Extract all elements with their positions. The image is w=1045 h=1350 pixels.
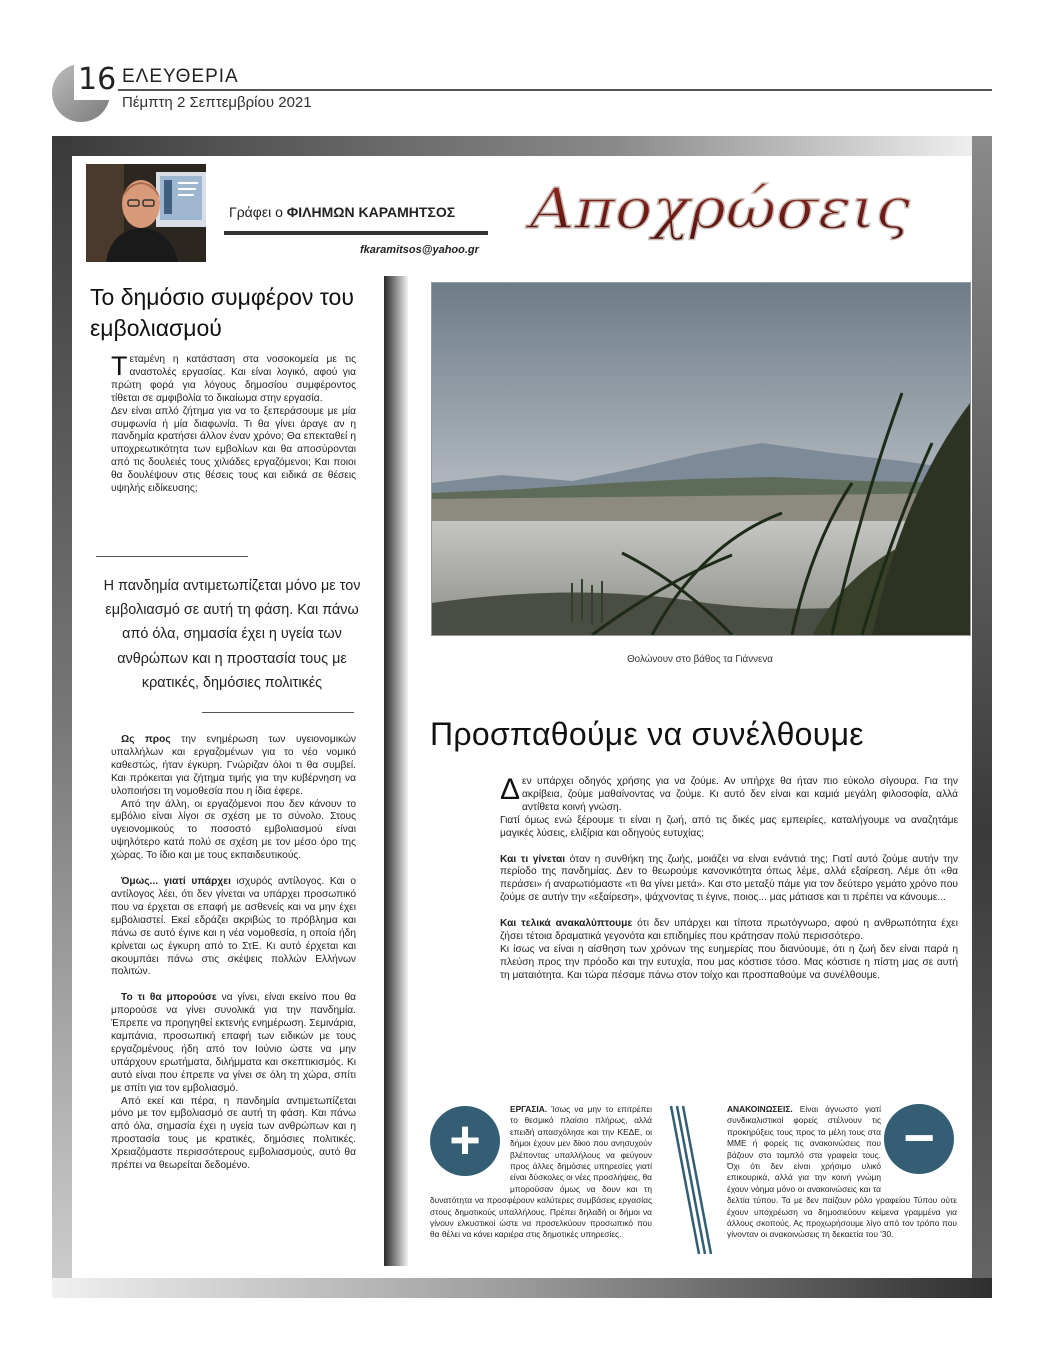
masthead-rule xyxy=(118,89,992,91)
frame-right xyxy=(972,136,992,1298)
author-email: fkaramitsos@yahoo.gr xyxy=(360,244,479,256)
right-dropcap: Δ xyxy=(500,773,521,806)
left-p2: Δεν είναι απλό ζήτημα για να το ξεπεράσουμε με μία συμφωνία ή μία διαφωνία. Τι θα γίνει άραγε αν η πανδημία κρατήσει άλλον έναν χρόνο; Θα επεκταθεί η υποχρεωτικότητα των εμβολίων και θα αποσύρονται από τις δουλειές τους χιλιάδες εργαζόμενοι; Και ποιοι θα δουλέψουν στις θέσεις τους και ειδικά σε θέσεις υψηλής ειδίκευσης; xyxy=(111,405,356,495)
column-logo xyxy=(520,166,920,256)
page-number: 16 xyxy=(78,62,117,97)
frame-bottom xyxy=(52,1278,992,1298)
left-rule-1 xyxy=(96,556,248,557)
lake-photo xyxy=(431,282,971,636)
newspaper-name: ΕΛΕΥΘΕΡΙΑ xyxy=(122,66,239,87)
plus-box-text: ΕΡΓΑΣΙΑ. Ίσως να μην το επιτρέπει το θεσμικό πλαίσιο πλήρως, αλλά επειδή απασχόλησε και την ΚΕΔΕ, οι δήμοι έχουν μεν δίκιο που ανησυχούν βλέποντας υπαλλήλους να φεύγουν προς άλλες δημόσιες υπηρεσίες γιατί είναι δύσκολες οι νέες προσλήψεις, θα μπορούσαν όμως να δουν και τη δυνατότητα να προσφέρουν καλύτερες συμβάσεις εργασίας στους δημοτικούς υπαλλήλους. Πρέπει δηλαδή οι δήμοι να γίνουν ελκυστικοί ώστε να προσελκύουν προσωπικό που θα θέλει να κάνει καριέρα στις δημοτικές υπηρεσίες. xyxy=(430,1104,652,1240)
left-body: Ως προς την ενημέρωση των υγειονομικών υπαλλήλων και εργαζομένων για το νέο νομικό καθεστώς, ήταν έγκυρη. Γνώριζαν όλοι τι θα συμβεί. Και πρόκειται για ζήτημα τιμής για την κυβέρνηση να υλοποιήσει τη νομοθεσία που η ίδια έφερε. Από την άλλη, οι εργαζόμενοι που δεν κάνουν το εμβόλιο είναι λίγοι σε σχέση με το σύνολο. Στους υγειονομικούς το ποσοστό εμβολιασμού είναι υψηλότερο κατά πολύ σε σχέση με τον μέσο όρο της χώρας. Το ίδιο και με τους εκπαιδευτικούς. Όμως... γιατί υπάρχει ισχυρός αντίλογος. Και ο αντίλογος λέει, ότι δεν γίνεται να υπάρχει προσωπικό που να έρχεται σε επαφή με ασθενείς και να μην έχει εμβολιαστεί. Εκεί εδράζει ακριβώς το πρόβλημα και πάνω σε αυτό έγινε και η νέα νομοθεσία, η οποία ήδη κρίνεται ως έγκυρη από το ΣτΕ. Κι αυτό έρχεται και ακουμπάει πάνω στις σκέψεις πολλών Ελλήνων πολιτών. Το τι θα μπορούσε να γίνει, είναι εκείνο που θα μπορούσε να γίνει συνολικά για την πανδημία. Έπρεπε να προηγηθεί εκτενής ενημέρωση. Σεμινάρια, καμπάνια, προσωπική επαφή των ειδικών με τους εργαζομένους ήδη από τον Ιούνιο ώστε να μην υπάρχουν ερωτήματα, διλήμματα και σκεπτικισμός. Κι αυτό είναι που έπρεπε να γίνει σε όλη τη χώρα, σπίτι με σπίτι για τον εμβολιασμό. Από εκεί και πέρα, η πανδημία αντιμετωπίζεται μόνο με τον εμβολιασμό σε αυτή τη φάση. Και πάνω από όλα, σημασία έχει η υγεία των ανθρώπων και η προστασία τους με κρατικές, δημόσιες πολιτικές. Χρειαζόμαστε περισσότερους εμβολιασμούς, αυτό θα πρέπει να θεωρείται δεδομένο. xyxy=(111,734,357,1172)
column-title: Αποχρώσεις xyxy=(524,177,911,242)
left-lead: Τεταμένη η κατάσταση στα νοσοκομεία με τις αναστολές εργασίας. Και είναι λογικό, αφού για πρώτη φορά για λόγους δημοσίου συμφέροντος τίθεται σε αμφιβολία το δικαίωμα στην εργασία. Δεν είναι απλό ζήτημα για να το ξεπεράσουμε με μία συμφωνία ή μία διαφωνία. Τι θα γίνει άραγε αν η πανδημία κρατήσει άλλον έναν χρόνο; Θα επεκταθεί η υποχρεωτικότητα των εμβολίων και θα αποσύρονται από τις δουλειές τους χιλιάδες εργαζόμενοι; Και ποιοι θα δουλέψουν στις θέσεις τους και ειδικά σε θέσεις υψηλής ειδίκευσης; xyxy=(111,351,356,495)
left-headline: Το δημόσιο συμφέρον του εμβολιασμού xyxy=(90,284,354,341)
minus-icon: − xyxy=(884,1104,954,1174)
pullquote: Η πανδημία αντιμετωπίζεται μόνο με τον εμβολιασμό σε αυτή τη φάση. Και πάνω από όλα, σημασία έχει η υγεία των ανθρώπων και η προστασία τους με κρατικές, δημόσιες πολιτικές xyxy=(103,578,361,691)
frame-left xyxy=(52,136,72,1298)
right-headline: Προσπαθούμε να συνέλθουμε xyxy=(430,716,864,752)
author-name: ΦΙΛΗΜΩΝ ΚΑΡΑΜΗΤΣΟΣ xyxy=(286,204,456,220)
author-photo xyxy=(86,164,206,262)
left-rule-2 xyxy=(202,712,354,713)
left-dropcap: Τ xyxy=(111,351,128,381)
column-divider xyxy=(384,276,408,1266)
minus-box-text: ΑΝΑΚΟΙΝΩΣΕΙΣ. Είναι άγνωστο γιατί συνδικαλιστικοί φορείς στέλνουν τις προκηρύξεις τους προς τα μέλη τους στα ΜΜΕ ή φορείς τις ανακοινώσεις που βάζουν στο ταμπλό στα γραφεία τους. Όχι ότι δεν είναι χρήσιμο υλικό επικουρικά, αλλά για την κοινή γνώμη έχουν νόημα μόνο οι ανακοινώσεις και τα δελτία τύπου. Τα με δεν παίζουν ρόλο γραφείου Τύπου ούτε έχουν υποχρέωση να δημοσιεύουν κείμενα γραμμένα για άλλους σκοπούς. Ας προχωρήσουμε λίγο από τον τρόπο που γίνονταν οι ανακοινώσεις τη δεκαετία του '30. xyxy=(727,1104,957,1240)
column-separator-slashes xyxy=(665,1104,725,1264)
photo-caption: Θολώνουν στο βάθος τα Γιάννενα xyxy=(627,654,773,665)
plus-icon: + xyxy=(430,1106,500,1176)
right-body: Δεν υπάρχει οδηγός χρήσης για να ζούμε. Αν υπήρχε θα ήταν πιο εύκολο σίγουρα. Για την ακρίβεια, ζούμε μαθαίνοντας να ζούμε. Κι αυτό δεν είναι και καμιά μεγάλη φιλοσοφία, αλλά αντίθετα κοινή γνώση. Γιατί όμως ενώ ξέρουμε τι είναι η ζωή, από τις δικές μας εμπειρίες, καταλήγουμε να αναζητάμε μαγικές λύσεις, ελιξίρια και οδηγούς ευτυχίας; Και τι γίνεται όταν η συνθήκη της ζωής, μοιάζει να είναι ενάντιά της; Γιατί αυτό ζούμε αυτήν την περίοδο της πανδημίας. Δεν το θεωρούμε κανονικότητα όπως λέμε, αλλά εξαίρεση. Λέμε ότι «θα περάσει» ή αναρωτιόμαστε «τι θα γίνει μετά». Και στο μεταξύ πάμε για τον δεύτερο γεμάτο χρόνο που ζούμε σε αυτήν την «εξαίρεση», ψάχνοντας τι έγινε, ποιος... μας μάτιασε και τι πρέπει να κάνουμε... Και τελικά ανακαλύπτουμε ότι δεν υπάρχει και τίποτα πρωτόγνωρο, αφού η ανθρωπότητα έχει ζήσει τέτοια δραματικά γεγονότα και επιδημίες που κράτησαν πολύ περισσότερο. Κι ίσως να είναι η αίσθηση των χρόνων της ευημερίας που διανύουμε, ότι η ζωή δεν είναι παρά η πλεύση προς την πρόοδο και την ευτυχία, που μας κόστισε τόσο. Μας κόστισε η πίστη μας σε αυτή τη ματαιότητα. Και τώρα πέσαμε πάνω στον τοίχο και προσπαθούμε να συνέλθουμε. xyxy=(500,773,958,981)
byline-rule xyxy=(224,231,488,235)
byline: Γράφει ο ΦΙΛΗΜΩΝ ΚΑΡΑΜΗΤΣΟΣ xyxy=(229,204,456,220)
frame-top xyxy=(52,136,992,156)
issue-date: Πέμπτη 2 Σεπτεμβρίου 2021 xyxy=(122,94,312,111)
